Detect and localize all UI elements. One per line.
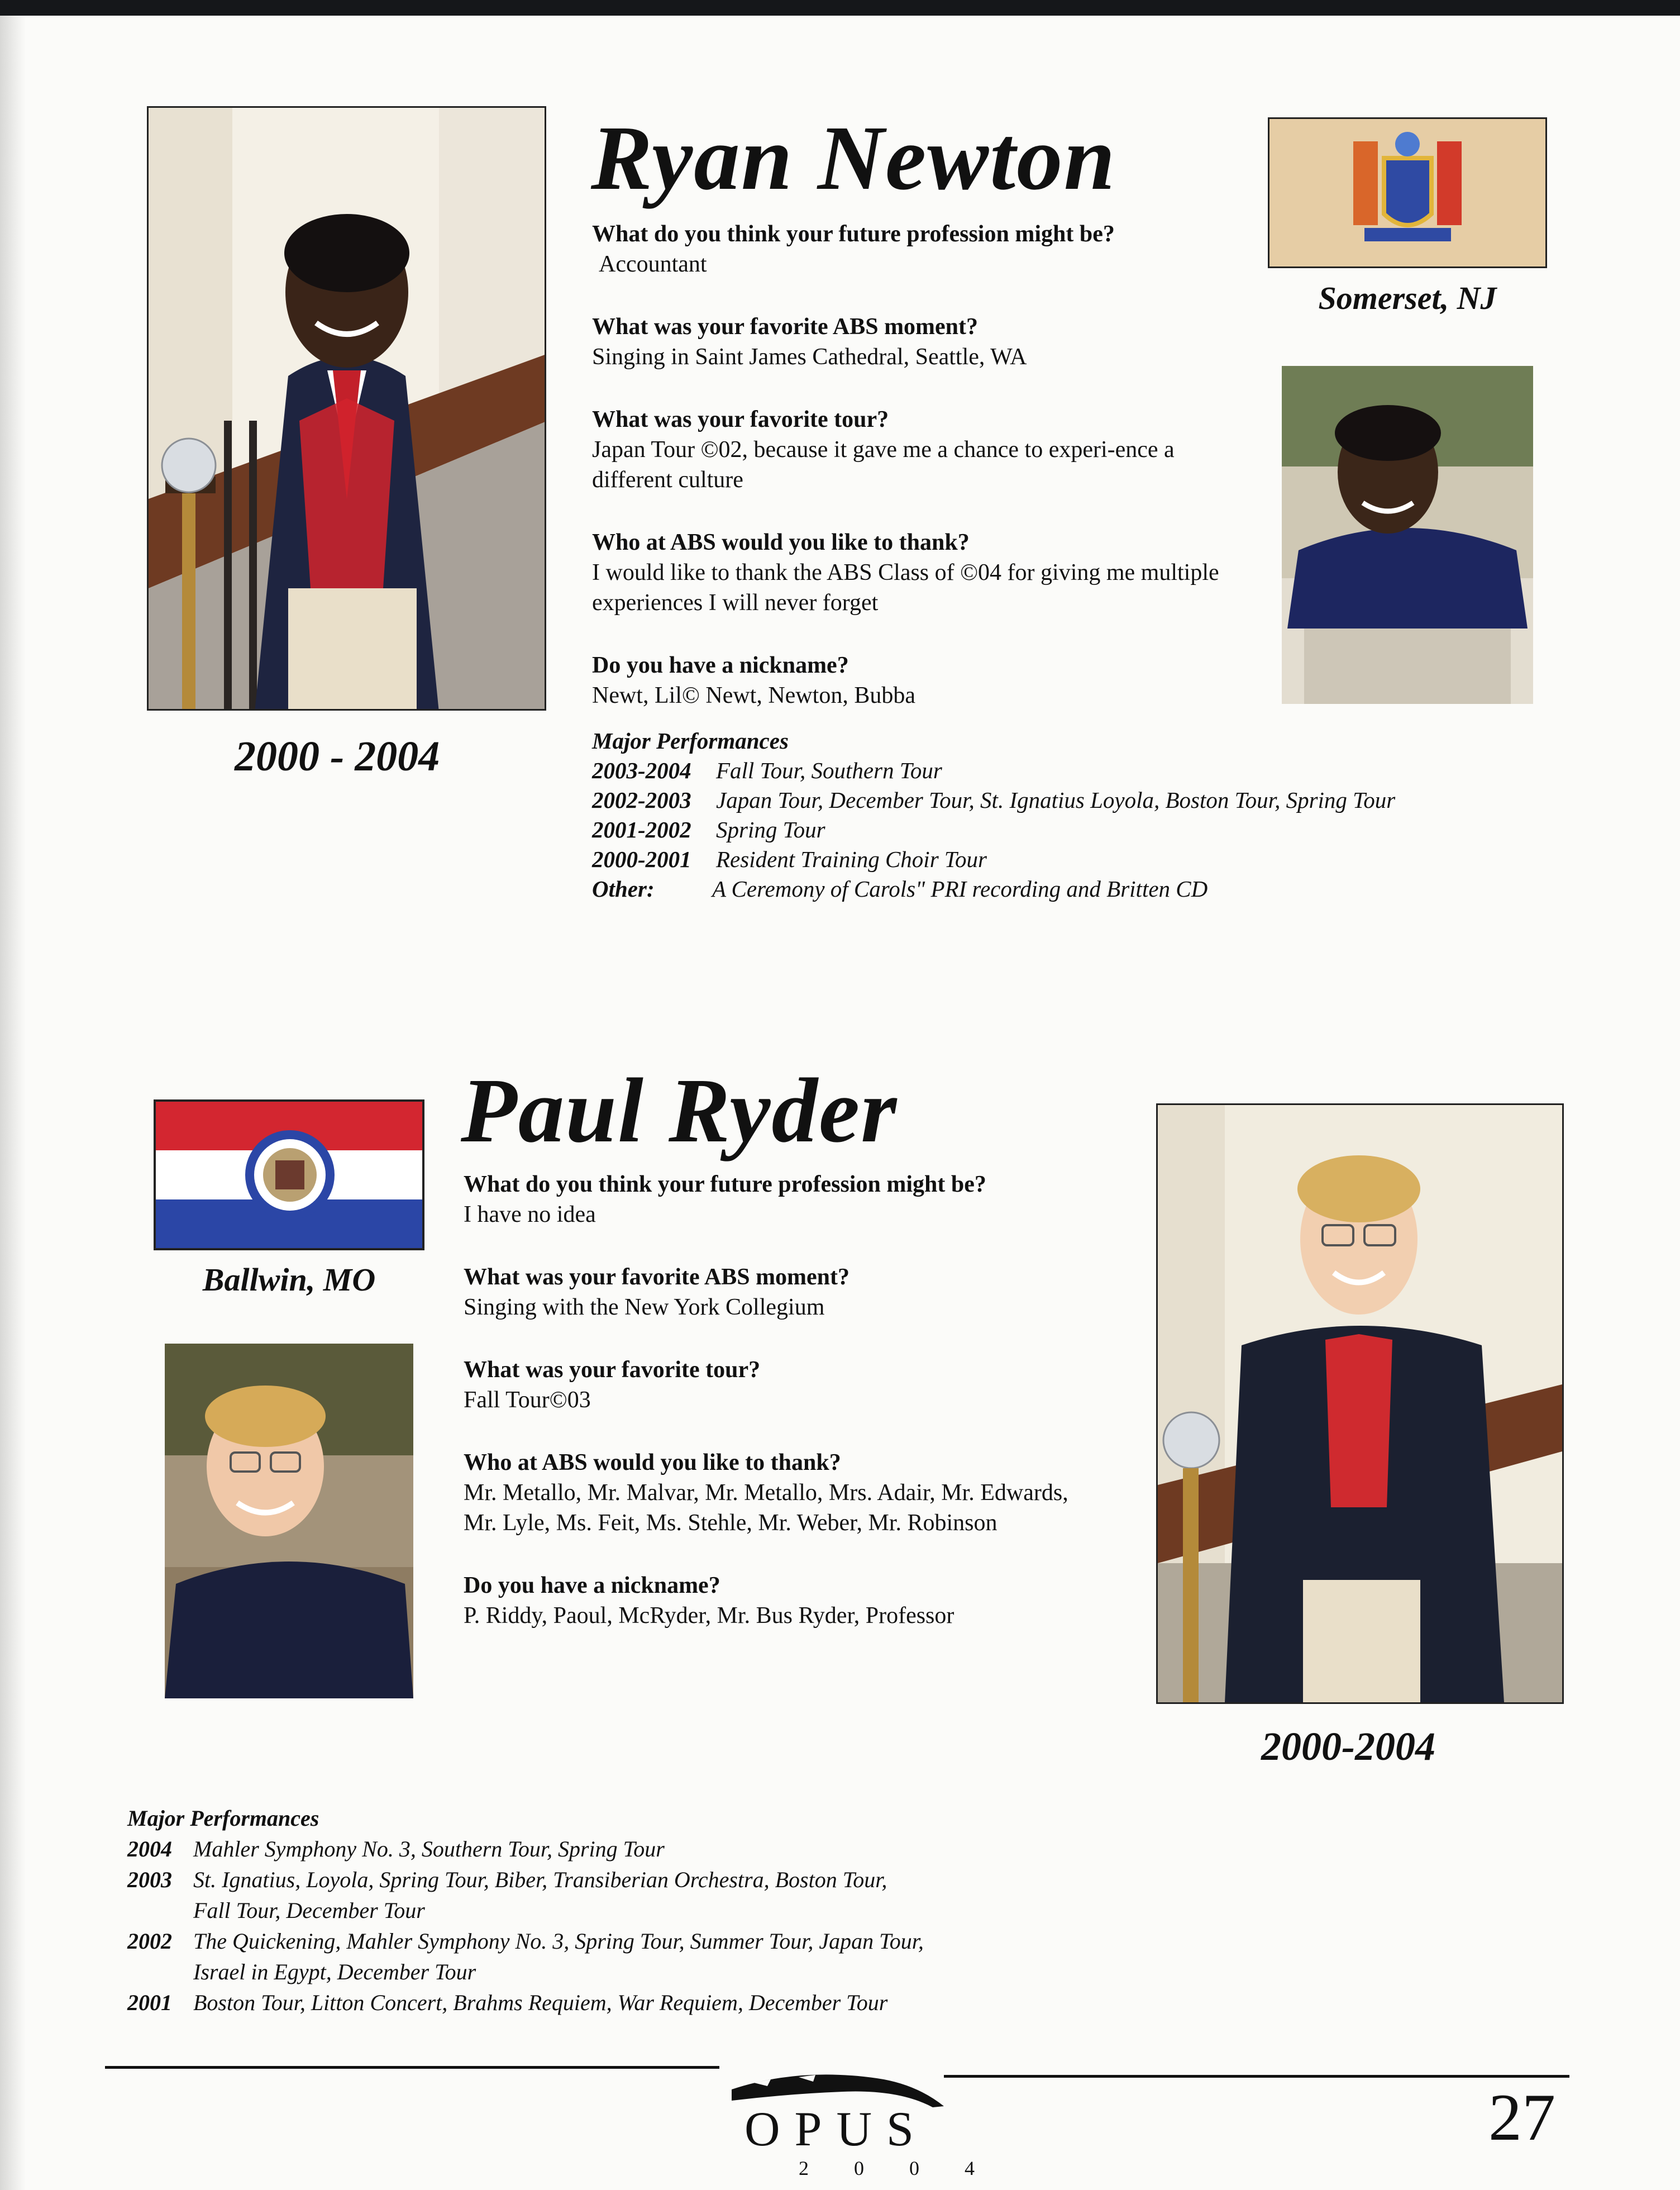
- perf-text: Fall Tour, Southern Tour: [716, 758, 942, 783]
- footer-rule-right: [944, 2075, 1569, 2078]
- paul-a1: I have no idea: [464, 1202, 596, 1227]
- paul-a5: P. Riddy, Paoul, McRyder, Mr. Bus Ryder, Professor: [464, 1603, 954, 1629]
- ryan-q4: Who at ABS would you like to thank?: [592, 530, 970, 555]
- perf-text: The Quickening, Mahler Symphony No. 3, Spring Tour, Summer Tour, Japan Tour,: [193, 1929, 924, 1954]
- ryan-years: 2000 - 2004: [235, 733, 440, 780]
- perf-text: Fall Tour, December Tour: [193, 1898, 425, 1923]
- page-gutter: [0, 16, 26, 2190]
- ryan-q5: Do you have a nickname?: [592, 653, 849, 678]
- casual-photo-illustration: [165, 1344, 413, 1698]
- portrait-illustration: [1158, 1105, 1562, 1702]
- paul-performances: [127, 1803, 924, 2018]
- paul-q1: What do you think your future profession might be?: [464, 1172, 986, 1197]
- perf-year: 2001: [127, 1990, 172, 2015]
- ryan-q2: What was your favorite ABS moment?: [592, 314, 979, 340]
- paul-perf-row: [127, 1864, 924, 1895]
- paul-perf-row: [127, 1834, 924, 1864]
- perf-text: Resident Training Choir Tour: [716, 846, 987, 872]
- new-jersey-flag: [1268, 117, 1547, 268]
- ryan-casual-photo: [1282, 366, 1533, 704]
- ryan-a3: Japan Tour ©02, because it gave me a chance to experi-ence a different culture: [592, 437, 1175, 493]
- paul-years: 2000-2004: [1261, 1724, 1435, 1769]
- ryan-a2: Singing in Saint James Cathedral, Seattle, WA: [592, 344, 1027, 370]
- perf-year: 2001-2002: [592, 817, 691, 842]
- ryan-formal-portrait: [147, 106, 546, 711]
- paul-a3: Fall Tour©03: [464, 1387, 591, 1413]
- perf-text: A Ceremony of Carols" PRI recording and Britten CD: [712, 876, 1208, 902]
- ryan-perf-row: [592, 874, 1395, 904]
- portrait-illustration: [149, 108, 546, 711]
- paul-hometown: Ballwin, MO: [202, 1261, 376, 1298]
- missouri-flag: [154, 1099, 424, 1250]
- perf-year: 2002-2003: [592, 787, 691, 813]
- paul-q4: Who at ABS would you like to thank?: [464, 1450, 841, 1475]
- ryan-a5: Newt, Lil© Newt, Newton, Bubba: [592, 683, 915, 708]
- casual-photo-illustration: [1282, 366, 1533, 704]
- paul-perf-row: [127, 1987, 924, 2018]
- paul-performances-heading: Major Performances: [127, 1806, 319, 1831]
- perf-year: 2003-2004: [592, 758, 691, 783]
- ryan-a4: I would like to thank the ABS Class of ©04 for giving me multiple experiences I will never forget: [592, 560, 1219, 616]
- paul-name: Paul Ryder: [461, 1059, 898, 1161]
- paul-q3: What was your favorite tour?: [464, 1357, 761, 1383]
- ryan-performances-heading: Major Performances: [592, 728, 789, 754]
- ryan-perf-row: [592, 845, 1395, 874]
- perf-text: Mahler Symphony No. 3, Southern Tour, Spring Tour: [193, 1836, 665, 1862]
- perf-text: Boston Tour, Litton Concert, Brahms Requiem, War Requiem, December Tour: [193, 1990, 888, 2015]
- opus-logo-year: 2 0 0 4: [799, 2157, 995, 2179]
- paul-a4: Mr. Metallo, Mr. Malvar, Mr. Metallo, Mrs. Adair, Mr. Edwards, Mr. Lyle, Ms. Feit, Ms. Stehle, Mr. Weber, Mr. Robinson: [464, 1480, 1068, 1536]
- perf-year: 2002: [127, 1929, 172, 1954]
- nj-seal-icon: [1269, 119, 1545, 266]
- opus-logo-wordmark: OPUS: [744, 2102, 928, 2156]
- paul-a2: Singing with the New York Collegium: [464, 1294, 825, 1320]
- ryan-perf-row: [592, 756, 1395, 785]
- paul-perf-row: [127, 1926, 924, 1956]
- perf-year: 2000-2001: [592, 846, 691, 872]
- perf-text: Japan Tour, December Tour, St. Ignatius Loyola, Boston Tour, Spring Tour: [716, 787, 1396, 813]
- paul-qa-list: [464, 1169, 1123, 1662]
- ryan-q1: What do you think your future profession might be?: [592, 221, 1115, 247]
- ryan-hometown: Somerset, NJ: [1318, 280, 1497, 316]
- paul-q2: What was your favorite ABS moment?: [464, 1264, 850, 1290]
- perf-year: Other:: [592, 876, 655, 902]
- page-number: 27: [1488, 2080, 1555, 2154]
- ryan-qa-list: [592, 219, 1234, 742]
- mo-flag-icon: [156, 1102, 422, 1248]
- scan-top-band: [0, 0, 1680, 16]
- paul-casual-photo: [165, 1344, 413, 1698]
- paul-perf-row-cont: [127, 1956, 924, 1987]
- perf-text: St. Ignatius, Loyola, Spring Tour, Biber, Transiberian Orchestra, Boston Tour,: [193, 1867, 887, 1892]
- footer-rule-left: [105, 2066, 719, 2069]
- ryan-performances: [592, 726, 1395, 904]
- ryan-name: Ryan Newton: [591, 107, 1116, 209]
- perf-text: Spring Tour: [716, 817, 825, 842]
- paul-q5: Do you have a nickname?: [464, 1573, 720, 1598]
- ryan-a1: Accountant: [599, 251, 707, 277]
- ryan-perf-row: [592, 785, 1395, 815]
- perf-year: 2003: [127, 1867, 172, 1892]
- ryan-q3: What was your favorite tour?: [592, 407, 889, 432]
- paul-formal-portrait: [1156, 1103, 1564, 1704]
- perf-year: 2004: [127, 1836, 172, 1862]
- paul-perf-row-cont: [127, 1895, 924, 1926]
- ryan-perf-row: [592, 815, 1395, 845]
- perf-text: Israel in Egypt, December Tour: [193, 1959, 476, 1984]
